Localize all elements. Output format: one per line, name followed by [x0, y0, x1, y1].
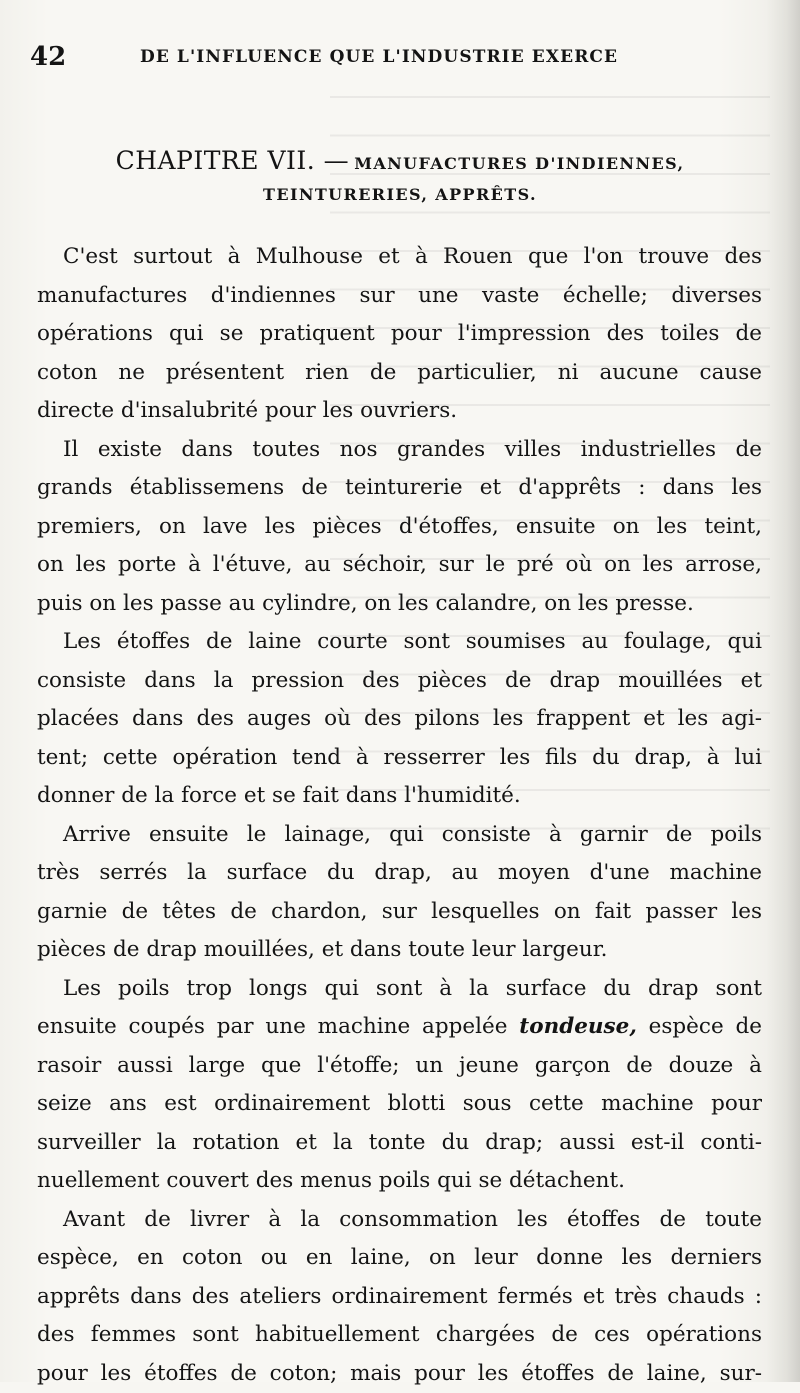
text-line: Les poils trop longs qui sont à la surface du drap sont — [37, 970, 762, 1009]
text-line: des femmes sont habituellement chargées de ces opérations — [37, 1316, 762, 1355]
text-line: Les étoffes de laine courte sont soumises au foulage, qui — [37, 623, 762, 662]
text-line: Avant de livrer à la consommation les étoffes de toute — [37, 1201, 762, 1240]
text-line: manufactures d'indiennes sur une vaste échelle; diverses — [37, 277, 762, 316]
text-line: tent; cette opération tend à resserrer les fils du drap, à lui — [37, 739, 762, 778]
text-line: garnie de têtes de chardon, sur lesquelles on fait passer les — [37, 893, 762, 932]
text-line: puis on les passe au cylindre, on les calandre, on les presse. — [37, 585, 762, 624]
body-text — [37, 238, 762, 1393]
text-line: Arrive ensuite le lainage, qui consiste à garnir de poils — [37, 816, 762, 855]
page-gutter-shadow — [766, 0, 800, 1382]
text-line: surveiller la rotation et la tonte du drap; aussi est-il conti- — [37, 1124, 762, 1163]
chapter-heading — [40, 143, 760, 211]
text-line: opérations qui se pratiquent pour l'impression des toiles de — [37, 315, 762, 354]
page-header — [30, 40, 760, 74]
text-line: pièces de drap mouillées, et dans toute leur largeur. — [37, 931, 762, 970]
emphasized-term: tondeuse, — [519, 1014, 637, 1039]
text-line: espèce, en coton ou en laine, on leur donne les derniers — [37, 1239, 762, 1278]
chapter-number: CHAPITRE VII. — — [116, 146, 350, 175]
text-line: on les porte à l'étuve, au séchoir, sur le pré où on les arrose, — [37, 546, 762, 585]
chapter-heading-line-1 — [40, 143, 760, 179]
text-line: coton ne présentent rien de particulier, ni aucune cause — [37, 354, 762, 393]
text-line: rasoir aussi large que l'étoffe; un jeune garçon de douze à — [37, 1047, 762, 1086]
text-line: nuellement couvert des menus poils qui se détachent. — [37, 1162, 762, 1201]
text-line: placées dans des auges où des pilons les frappent et les agi- — [37, 700, 762, 739]
text-line: directe d'insalubrité pour les ouvriers. — [37, 392, 762, 431]
text-segment: espèce de — [637, 1014, 762, 1039]
text-line: C'est surtout à Mulhouse et à Rouen que l'on trouve des — [37, 238, 762, 277]
running-head: DE L'INFLUENCE QUE L'INDUSTRIE EXERCE — [140, 43, 750, 71]
chapter-title: MANUFACTURES D'INDIENNES, — [354, 154, 684, 173]
text-line: seize ans est ordinairement blotti sous cette machine pour — [37, 1085, 762, 1124]
text-line: Il existe dans toutes nos grandes villes industrielles de — [37, 431, 762, 470]
text-line: consiste dans la pression des pièces de drap mouillées et — [37, 662, 762, 701]
text-line: premiers, on lave les pièces d'étoffes, ensuite on les teint, — [37, 508, 762, 547]
text-line: très serrés la surface du drap, au moyen d'une machine — [37, 854, 762, 893]
chapter-title-continued: TEINTURERIES, APPRÊTS. — [40, 179, 760, 211]
text-line: donner de la force et se fait dans l'humidité. — [37, 777, 762, 816]
text-line: apprêts dans des ateliers ordinairement fermés et très chauds : — [37, 1278, 762, 1317]
page-number: 42 — [30, 40, 66, 74]
text-segment: ensuite coupés par une machine appelée — [37, 1014, 519, 1039]
text-line: grands établissemens de teinturerie et d'apprêts : dans les — [37, 469, 762, 508]
text-line: pour les étoffes de coton; mais pour les étoffes de laine, sur- — [37, 1355, 762, 1393]
text-line — [37, 1008, 762, 1047]
